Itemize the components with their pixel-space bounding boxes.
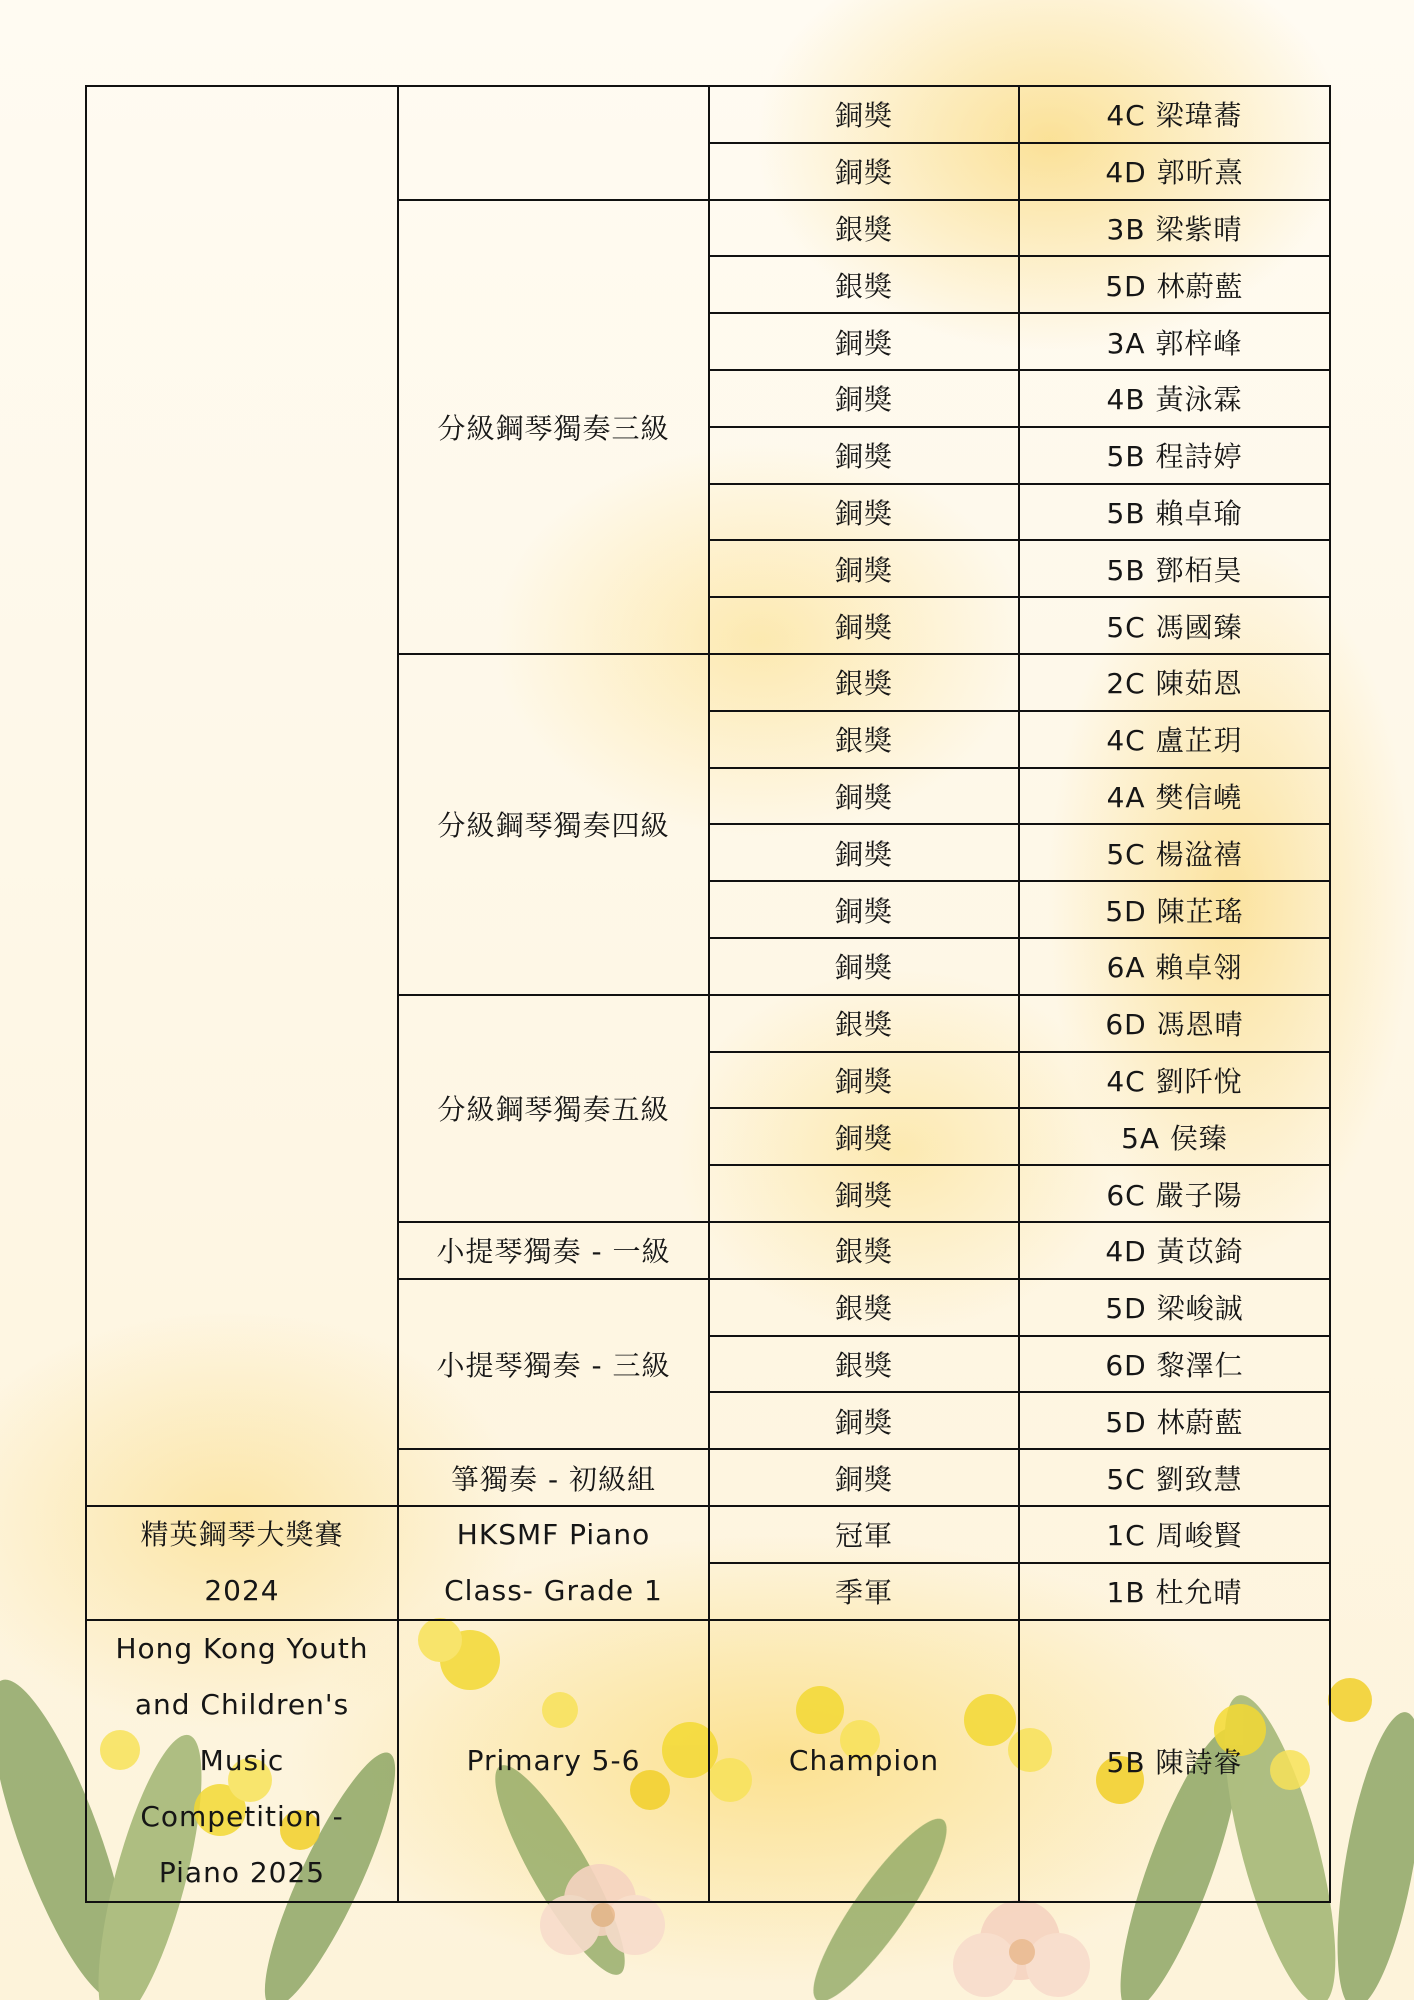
award-cell: 銅獎 — [709, 86, 1019, 143]
competition-cell — [86, 1620, 398, 1902]
student-cell: 5C 馮國臻 — [1019, 597, 1330, 654]
student-cell: 6D 馮恩晴 — [1019, 995, 1330, 1052]
table-row — [86, 86, 1330, 143]
competition-line: Competition - — [140, 1799, 344, 1833]
student-cell: 5B 鄧栢昊 — [1019, 540, 1330, 597]
award-cell: 銅獎 — [709, 1165, 1019, 1222]
award-cell: 銀獎 — [709, 1222, 1019, 1279]
award-cell: 銅獎 — [709, 484, 1019, 541]
award-cell: 銅獎 — [709, 1052, 1019, 1109]
competition-line: 精英鋼琴大獎賽 — [140, 1517, 344, 1551]
category-cell — [398, 86, 709, 200]
table-row — [86, 1506, 1330, 1563]
competition-cell — [86, 86, 398, 1506]
student-cell: 1B 杜允晴 — [1019, 1563, 1330, 1620]
competition-cell — [86, 1506, 398, 1620]
category-cell: 箏獨奏 - 初級組 — [398, 1449, 709, 1506]
category-cell: Primary 5-6 — [398, 1620, 709, 1902]
category-cell — [398, 1506, 709, 1620]
student-cell: 4C 梁瑋蕎 — [1019, 86, 1330, 143]
category-line: HKSMF Piano — [456, 1517, 651, 1551]
student-cell: 5D 陳芷瑤 — [1019, 881, 1330, 938]
student-cell: 4C 盧芷玥 — [1019, 711, 1330, 768]
award-cell: 銅獎 — [709, 1392, 1019, 1449]
award-cell: Champion — [709, 1620, 1019, 1902]
student-cell: 4B 黃泳霖 — [1019, 370, 1330, 427]
award-cell: 銀獎 — [709, 256, 1019, 313]
award-cell: 銅獎 — [709, 370, 1019, 427]
student-cell: 3B 梁紫晴 — [1019, 200, 1330, 257]
competition-line: Hong Kong Youth — [115, 1631, 369, 1665]
competition-line: Piano 2025 — [158, 1855, 326, 1889]
category-cell: 分級鋼琴獨奏五級 — [398, 995, 709, 1222]
award-cell: 銅獎 — [709, 938, 1019, 995]
award-cell: 銅獎 — [709, 427, 1019, 484]
student-cell: 4C 劉阡悅 — [1019, 1052, 1330, 1109]
student-cell: 6C 嚴子陽 — [1019, 1165, 1330, 1222]
student-cell: 5A 侯臻 — [1019, 1108, 1330, 1165]
student-cell: 3A 郭梓峰 — [1019, 313, 1330, 370]
award-cell: 銀獎 — [709, 1336, 1019, 1393]
category-line: Class- Grade 1 — [444, 1573, 663, 1607]
awards-table — [85, 85, 1331, 1903]
category-cell: 分級鋼琴獨奏四級 — [398, 654, 709, 995]
award-cell: 銅獎 — [709, 540, 1019, 597]
category-cell: 小提琴獨奏 - 三級 — [398, 1279, 709, 1449]
award-cell: 銅獎 — [709, 768, 1019, 825]
award-cell: 銀獎 — [709, 995, 1019, 1052]
competition-line: and Children's — [134, 1687, 350, 1721]
student-cell: 4D 郭昕熹 — [1019, 143, 1330, 200]
award-cell: 銀獎 — [709, 1279, 1019, 1336]
award-cell: 冠軍 — [709, 1506, 1019, 1563]
competition-line: 2024 — [204, 1573, 280, 1607]
category-cell: 分級鋼琴獨奏三級 — [398, 200, 709, 654]
competition-line: Music — [199, 1743, 285, 1777]
student-cell: 6A 賴卓翎 — [1019, 938, 1330, 995]
student-cell: 5C 劉致慧 — [1019, 1449, 1330, 1506]
award-cell: 銅獎 — [709, 824, 1019, 881]
student-cell: 4A 樊信嶢 — [1019, 768, 1330, 825]
student-cell: 5B 程詩婷 — [1019, 427, 1330, 484]
category-cell: 小提琴獨奏 - 一級 — [398, 1222, 709, 1279]
award-cell: 季軍 — [709, 1563, 1019, 1620]
student-cell: 6D 黎澤仁 — [1019, 1336, 1330, 1393]
student-cell: 4D 黃苡錡 — [1019, 1222, 1330, 1279]
award-cell: 銅獎 — [709, 881, 1019, 938]
student-cell: 5D 林蔚藍 — [1019, 1392, 1330, 1449]
student-cell: 1C 周峻賢 — [1019, 1506, 1330, 1563]
award-cell: 銅獎 — [709, 1449, 1019, 1506]
award-cell: 銀獎 — [709, 200, 1019, 257]
student-cell: 2C 陳茹恩 — [1019, 654, 1330, 711]
student-cell: 5D 林蔚藍 — [1019, 256, 1330, 313]
student-cell: 5B 陳詩睿 — [1019, 1620, 1330, 1902]
student-cell: 5B 賴卓瑜 — [1019, 484, 1330, 541]
award-cell: 銀獎 — [709, 711, 1019, 768]
student-cell: 5C 楊湓禧 — [1019, 824, 1330, 881]
award-cell: 銀獎 — [709, 654, 1019, 711]
table-row — [86, 1620, 1330, 1902]
award-cell: 銅獎 — [709, 313, 1019, 370]
award-cell: 銅獎 — [709, 1108, 1019, 1165]
award-cell: 銅獎 — [709, 597, 1019, 654]
student-cell: 5D 梁峻誠 — [1019, 1279, 1330, 1336]
award-cell: 銅獎 — [709, 143, 1019, 200]
